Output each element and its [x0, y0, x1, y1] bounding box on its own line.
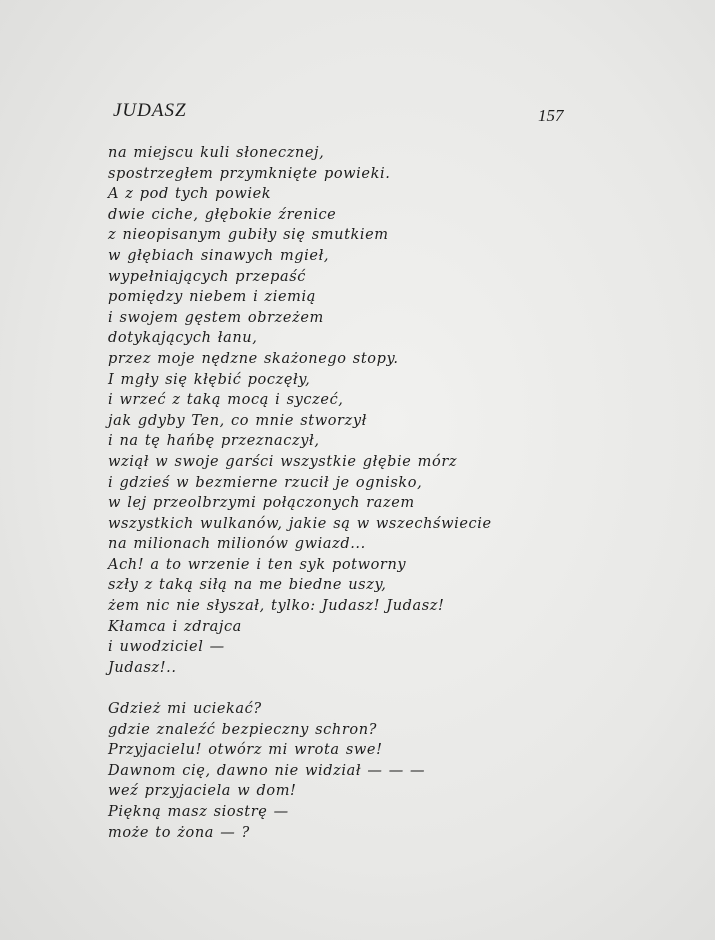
poem-line: dwie ciche, głębokie źrenice	[108, 206, 337, 223]
poem-line: pomiędzy niebem i ziemią	[108, 289, 317, 306]
poem-line: dotykających łanu,	[108, 330, 258, 347]
poem-line: i gdzieś w bezmierne rzucił je ognisko,	[108, 474, 423, 491]
poem-line: wszystkich wulkanów, jakie są w wszechświecie	[108, 515, 492, 532]
poem-line: i uwodziciel —	[108, 639, 225, 656]
poem-line: A z pod tych powiek	[108, 186, 272, 203]
poem-line: w głębiach sinawych mgieł,	[108, 247, 330, 264]
poem-line: szły z taką siłą na me biedne uszy,	[108, 577, 387, 594]
poem-line: Kłamca i zdrajca	[108, 618, 242, 635]
poem-line: Piękną masz siostrę —	[108, 804, 289, 820]
poem-line: żem nic nie słyszał, tylko: Judasz! Judasz!	[108, 598, 445, 615]
running-header-title: JUDASZ	[113, 100, 187, 121]
poem-line: Gdzież mi uciekać?	[108, 701, 262, 718]
poem-line: wypełniających przepaść	[108, 268, 307, 285]
poem-line: na milionach milionów gwiazd...	[108, 536, 366, 553]
poem-line: Ach! a to wrzenie i ten syk potworny	[108, 556, 407, 573]
stanza-break	[108, 678, 492, 699]
poem-line: na miejscu kuli słonecznej,	[108, 145, 325, 161]
poem-line: gdzie znaleźć bezpieczny schron?	[108, 721, 378, 738]
poem-line: I mgły się kłębić poczęły,	[108, 371, 311, 388]
poem-line: z nieopisanym gubiły się smutkiem	[108, 227, 389, 244]
poem-line: i wrzeć z taką mocą i syczeć,	[108, 392, 344, 409]
poem-line: spostrzegłem przymknięte powieki.	[108, 165, 391, 182]
poem-line: w lej przeolbrzymi połączonych razem	[108, 495, 415, 512]
poem-line: Judasz!..	[108, 659, 177, 676]
poem-line: może to żona — ?	[108, 824, 250, 841]
poem-line: i na tę hańbę przeznaczył,	[108, 433, 320, 450]
poem-text	[108, 143, 492, 843]
poem-line: jak gdyby Ten, co mnie stworzył	[108, 412, 367, 429]
poem-line: Dawnom cię, dawno nie widział — — —	[108, 762, 426, 779]
poem-line: wziął w swoje garści wszystkie głębie mórz	[108, 453, 458, 470]
poem-line: przez moje nędzne skażonego stopy.	[108, 350, 399, 367]
poem-line: Przyjacielu! otwórz mi wrota swe!	[108, 742, 383, 759]
page-number: 157	[538, 106, 564, 125]
poem-line: weź przyjaciela w dom!	[108, 783, 297, 800]
poem-line: i swojem gęstem obrzeżem	[108, 309, 324, 326]
